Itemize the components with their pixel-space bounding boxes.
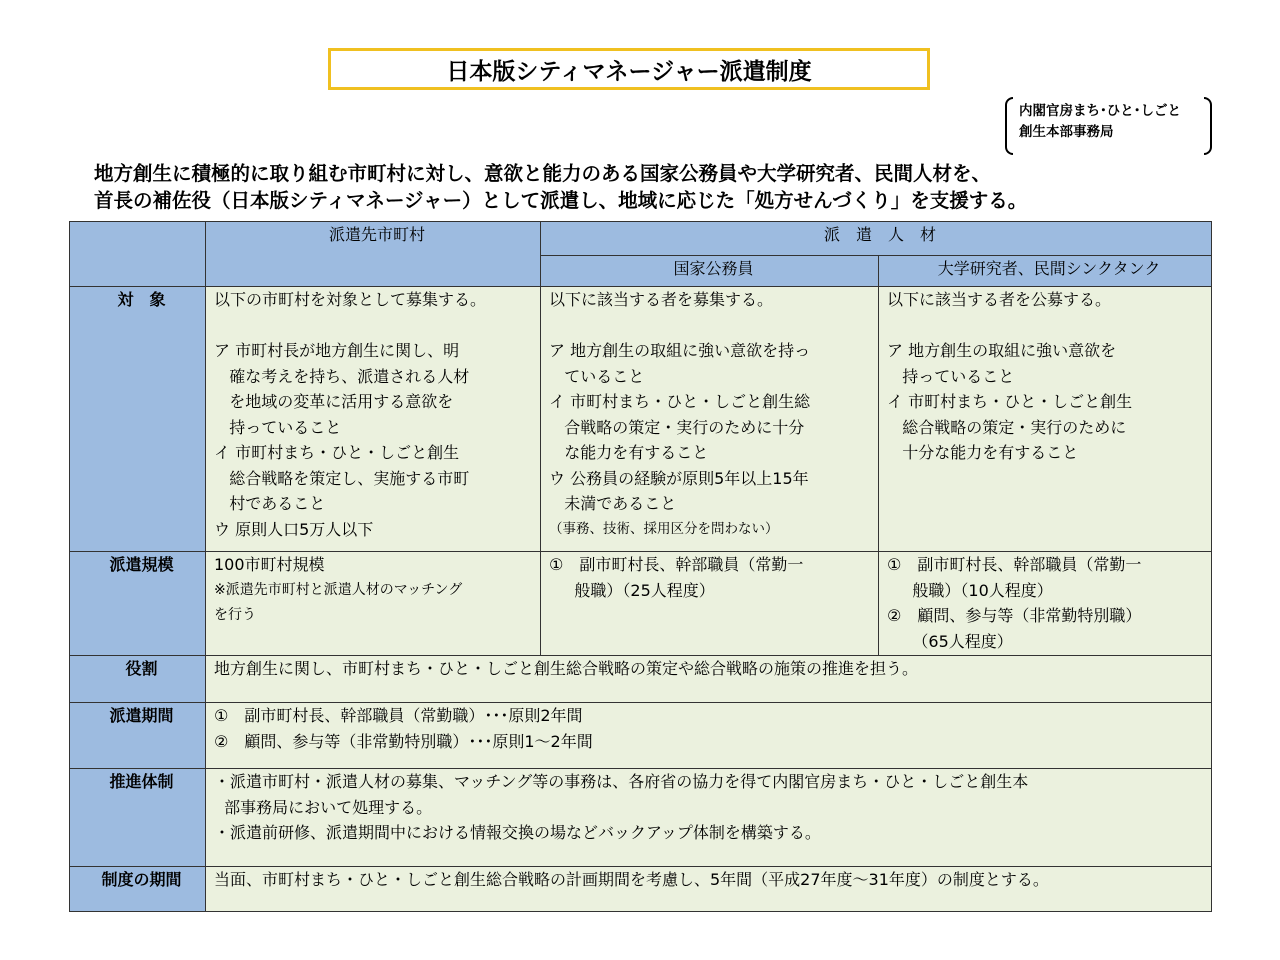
target-univ-line: イ 市町村まち・ひと・しごと創生 <box>887 392 1133 411</box>
header-town: 派遣先市町村 <box>206 222 541 287</box>
scale-gov-cell <box>541 552 879 656</box>
header-univ: 大学研究者、民間シンクタンク <box>879 256 1212 287</box>
target-univ-line: 十分な能力を有すること <box>887 443 1079 462</box>
period-line: ② 顧問、参与等（非常勤特別職）･･･原則1～2年間 <box>214 731 593 751</box>
page-title-text: 日本版シティマネージャー派遣制度 <box>446 58 812 85</box>
target-univ-line <box>887 313 1211 339</box>
target-town-line: を地域の変革に活用する意欲を <box>214 392 454 411</box>
period-cell <box>206 703 1212 769</box>
target-town-line: 総合戦略を策定し、実施する市町 <box>214 468 470 488</box>
scale-univ-line: （65人程度） <box>887 631 1013 651</box>
header-blank <box>70 222 206 287</box>
target-town-cell <box>206 287 541 552</box>
scale-gov-line: ① 副市町村長、幹部職員（常勤一 <box>549 555 804 574</box>
scale-town-cell <box>206 552 541 656</box>
target-gov-line: 以下に該当する者を募集する。 <box>549 290 774 309</box>
dispatch-table <box>69 221 1212 912</box>
term-cell: 当面、市町村まち・ひと・しごと創生総合戦略の計画期間を考慮し、5年間（平成27年度～31年度）の制度とする。 <box>206 867 1212 912</box>
page-title <box>328 48 930 90</box>
target-univ-line: 持っていること <box>887 366 1015 386</box>
target-gov-line: ア 地方創生の取組に強い意欲を持っ <box>549 341 811 360</box>
lead-line-2: 首長の補佐役（日本版シティマネージャー）として派遣し、地域に応じた「処方せんづくり」を支援する。 <box>94 189 1028 212</box>
target-town-line <box>214 313 540 339</box>
target-univ-line: 以下に該当する者を公募する。 <box>887 290 1112 309</box>
system-cell <box>206 769 1212 867</box>
row-label-scale: 派遣規模 <box>70 552 206 656</box>
system-line: ・派遣市町村・派遣人材の募集、マッチング等の事務は、各府省の協力を得て内閣官房まち・ひと・しごと創生本 <box>214 772 1029 791</box>
header-gov: 国家公務員 <box>541 256 879 287</box>
row-label-term: 制度の期間 <box>70 867 206 912</box>
org-line-2: 創生本部事務局 <box>1019 124 1114 140</box>
target-gov-line: ウ 公務員の経験が原則5年以上15年 <box>549 468 809 488</box>
role-cell: 地方創生に関し、市町村まち・ひと・しごと創生総合戦略の策定や総合戦略の施策の推進を担う。 <box>206 656 1212 703</box>
row-label-system: 推進体制 <box>70 769 206 867</box>
target-univ-line: 総合戦略の策定・実行のために <box>887 417 1127 437</box>
target-town-line: ア 市町村長が地方創生に関し、明 <box>214 341 460 360</box>
target-town-line: 村であること <box>214 494 326 513</box>
scale-univ-line: 般職）（10人程度） <box>887 580 1053 600</box>
scale-gov-line: 般職）（25人程度） <box>549 580 715 600</box>
target-gov-line: な能力を有すること <box>549 443 709 462</box>
target-gov-line: ていること <box>549 366 645 386</box>
target-town-line: 持っていること <box>214 417 342 437</box>
header-people: 派 遣 人 材 <box>541 222 1212 256</box>
system-line: ・派遣前研修、派遣期間中における情報交換の場などバックアップ体制を構築する。 <box>214 823 821 842</box>
row-label-target: 対 象 <box>70 287 206 552</box>
target-gov-line: 合戦略の策定・実行のために十分 <box>549 417 805 437</box>
org-line-1: 内閣官房まち･ひと･しごと <box>1019 103 1181 119</box>
target-univ-cell <box>879 287 1212 552</box>
target-town-line: 確な考えを持ち、派遣される人材 <box>214 366 470 386</box>
target-univ-line: ア 地方創生の取組に強い意欲を <box>887 341 1117 360</box>
scale-univ-line: ② 顧問、参与等（非常勤特別職） <box>887 606 1142 625</box>
org-label <box>1005 97 1212 155</box>
period-line: ① 副市町村長、幹部職員（常勤職）･･･原則2年間 <box>214 706 583 725</box>
scale-town-note: を行う <box>214 607 256 623</box>
row-label-period: 派遣期間 <box>70 703 206 769</box>
scale-town-main: 100市町村規模 <box>214 555 325 574</box>
bracket-right <box>1204 97 1212 155</box>
bracket-left <box>1005 97 1013 155</box>
target-gov-line: イ 市町村まち・ひと・しごと創生総 <box>549 392 811 411</box>
lead-text <box>94 160 1244 214</box>
target-town-line: 以下の市町村を対象として募集する。 <box>214 290 487 309</box>
target-gov-line <box>549 313 878 339</box>
system-line: 部事務局において処理する。 <box>214 797 433 817</box>
scale-univ-cell <box>879 552 1212 656</box>
scale-univ-line: ① 副市町村長、幹部職員（常勤一 <box>887 555 1142 574</box>
scale-town-note: ※派遣先市町村と派遣人材のマッチング <box>214 581 463 598</box>
target-gov-note: （事務、技術、採用区分を問わない） <box>549 520 779 537</box>
target-gov-line: 未満であること <box>549 494 677 513</box>
target-gov-cell <box>541 287 879 552</box>
target-town-line: イ 市町村まち・ひと・しごと創生 <box>214 443 460 462</box>
row-label-role: 役割 <box>70 656 206 703</box>
lead-line-1: 地方創生に積極的に取り組む市町村に対し、意欲と能力のある国家公務員や大学研究者、民間人材を、 <box>94 162 992 185</box>
target-town-line: ウ 原則人口5万人以下 <box>214 519 374 539</box>
